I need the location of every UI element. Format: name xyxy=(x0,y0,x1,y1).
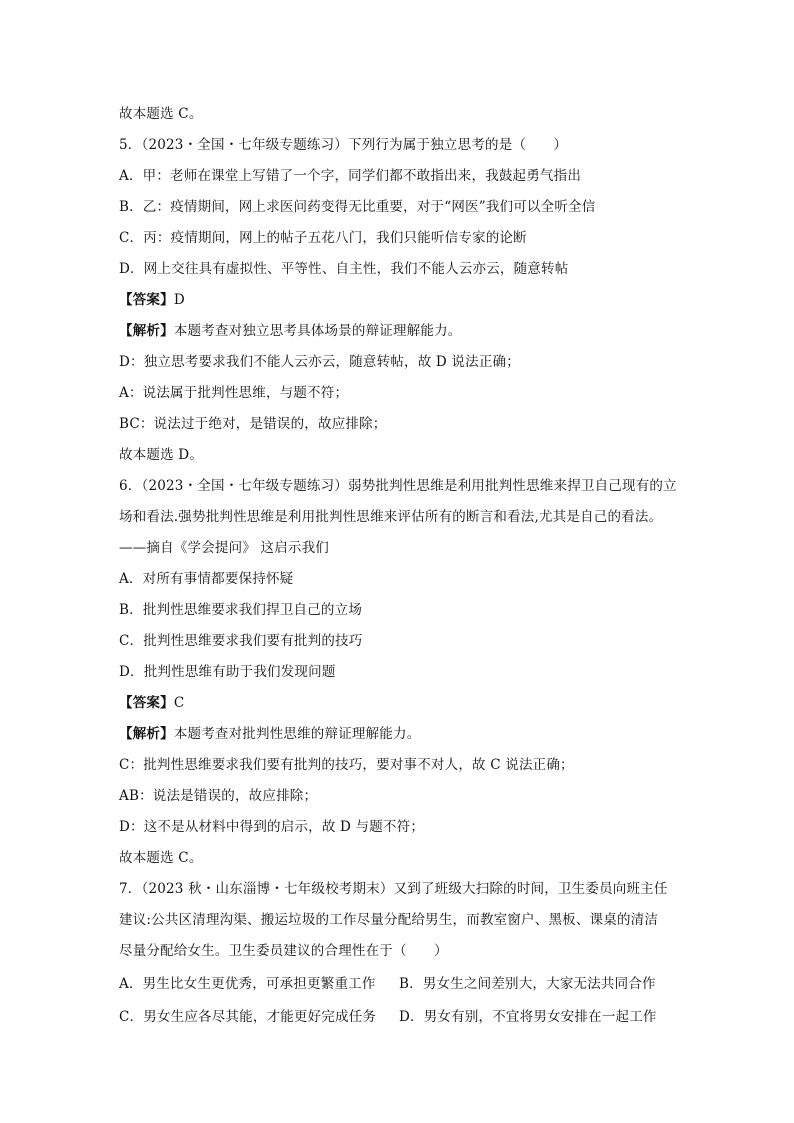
answer-value: D xyxy=(173,292,185,308)
question-7-option-b: B．男女生之间差别大，大家无法共同合作 xyxy=(399,976,656,992)
question-5-explain-a: A：说法属于批判性思维，与题不符； xyxy=(119,385,349,401)
analysis-text: 本题考查对独立思考具体场景的辩证理解能力。 xyxy=(173,323,462,339)
question-7-option-c: C．男女生应各尽其能，才能更好完成任务 xyxy=(119,1009,377,1025)
question-7-stem-3: 尽量分配给女生。卫生委员建议的合理性在于（ ） xyxy=(119,943,448,959)
question-7-option-a: A．男生比女生更优秀，可承担更繁重工作 xyxy=(119,976,376,992)
question-6-option-d: D．批判性思维有助于我们发现问题 xyxy=(119,664,336,680)
question-7-stem-2: 建议:公共区清理沟渠、搬运垃圾的工作尽量分配给男生，而教室窗户、黑板、课桌的清洁 xyxy=(119,912,659,928)
answer-value: C xyxy=(173,695,185,711)
question-6-option-a: A．对所有事情都要保持怀疑 xyxy=(119,571,294,587)
question-6-stem-3: ——摘自《学会提问》 这启示我们 xyxy=(119,540,329,556)
analysis-label: 【解析】 xyxy=(119,323,174,339)
question-6-stem-1: 6．（2023・全国・七年级专题练习）弱势批判性思维是利用批判性思维来捍卫自己现有的立 xyxy=(119,478,677,494)
question-5-option-d: D．网上交往具有虚拟性、平等性、自主性，我们不能人云亦云，随意转帖 xyxy=(119,261,569,277)
question-5-option-b: B．乙：疫情期间，网上求医问药变得无比重要，对于“网医”我们可以全听全信 xyxy=(119,199,596,215)
question-6-option-c: C．批判性思维要求我们要有批判的技巧 xyxy=(119,633,363,649)
question-5-option-c: C．丙：疫情期间，网上的帖子五花八门，我们只能听信专家的论断 xyxy=(119,230,527,246)
question-6-explain-d: D：这不是从材料中得到的启示，故 D 与题不符； xyxy=(119,819,425,835)
question-6-explain-ab: AB：说法是错误的，故应排除； xyxy=(119,788,318,804)
question-6-answer xyxy=(119,693,184,713)
analysis-text: 本题考查对批判性思维的辩证理解能力。 xyxy=(173,726,421,742)
question-5-explain-bc: BC：说法过于绝对，是错误的，故应排除； xyxy=(119,416,387,432)
question-7-options-cd xyxy=(119,1007,657,1027)
question-5-stem: 5．（2023・全国・七年级专题练习）下列行为属于独立思考的是（ ） xyxy=(119,137,568,153)
question-6-analysis xyxy=(119,724,420,744)
question-7-options-ab xyxy=(119,974,656,994)
conclusion-q6: 故本题选 C。 xyxy=(119,850,203,866)
question-5-analysis xyxy=(119,321,462,341)
question-7-stem-1: 7．（2023 秋・山东淄博・七年级校考期末）又到了班级大扫除的时间，卫生委员向班主任 xyxy=(119,881,668,897)
conclusion-q5: 故本题选 D。 xyxy=(119,447,204,463)
question-5-explain-d: D：独立思考要求我们不能人云亦云，随意转帖，故 D 说法正确； xyxy=(119,354,520,370)
question-6-explain-c: C：批判性思维要求我们要有批判的技巧，要对事不对人，故 C 说法正确； xyxy=(119,757,574,773)
answer-label: 【答案】 xyxy=(119,292,174,308)
question-6-stem-2: 场和看法.强势批判性思维是利用批判性思维来评估所有的断言和看法,尤其是自己的看法。 xyxy=(119,509,663,525)
conclusion-q4: 故本题选 C。 xyxy=(119,106,203,122)
answer-label: 【答案】 xyxy=(119,695,174,711)
question-5-answer xyxy=(119,290,185,310)
analysis-label: 【解析】 xyxy=(119,726,174,742)
question-6-option-b: B．批判性思维要求我们捍卫自己的立场 xyxy=(119,602,363,618)
question-5-option-a: A．甲：老师在课堂上写错了一个字，同学们都不敢指出来，我鼓起勇气指出 xyxy=(119,168,582,184)
question-7-option-d: D．男女有别，不宜将男女安排在一起工作 xyxy=(399,1009,657,1025)
